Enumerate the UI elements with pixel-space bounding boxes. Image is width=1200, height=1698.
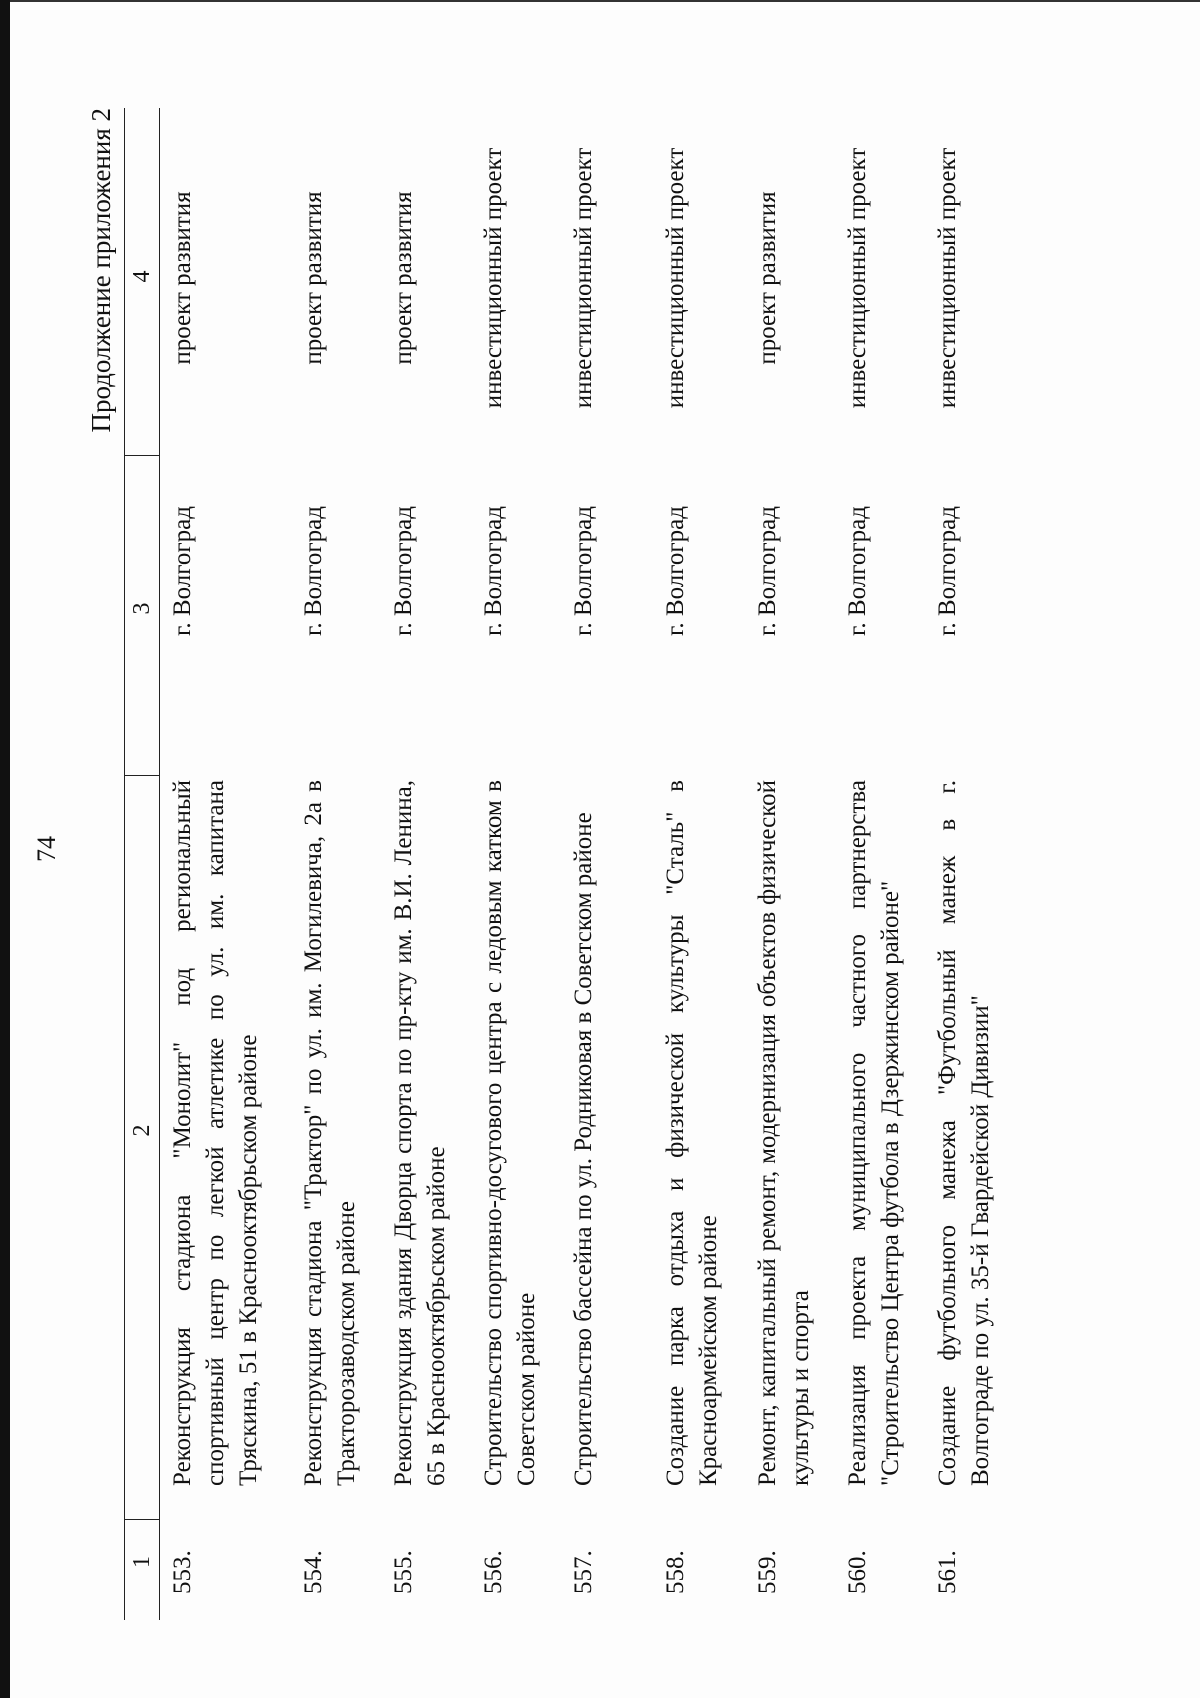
- row-description: Реконструкция здания Дворца спорта по пр-кту им. В.И. Ленина, 65 в Краснооктябрьском районе: [390, 780, 450, 1486]
- row-type: инвестиционный проект: [570, 147, 597, 409]
- row-number: 554.: [300, 1550, 327, 1594]
- row-city: г. Волгоград: [844, 506, 871, 636]
- table-row: [567, 108, 659, 1620]
- projects-table: [124, 108, 1021, 1620]
- row-city: г. Волгоград: [754, 506, 781, 636]
- table-row: [387, 108, 477, 1620]
- table-row: [659, 108, 751, 1620]
- row-type: проект развития: [169, 191, 196, 365]
- header-col-4: 4: [125, 108, 159, 456]
- table-header-row: [125, 108, 159, 1620]
- row-city: г. Волгоград: [169, 506, 196, 636]
- row-number: 558.: [662, 1550, 689, 1594]
- row-city: г. Волгоград: [570, 506, 597, 636]
- header-col-3: 3: [125, 456, 159, 776]
- header-col-2: 2: [125, 776, 159, 1520]
- row-city: г. Волгоград: [934, 506, 961, 636]
- row-number: 561.: [934, 1550, 961, 1594]
- row-number: 555.: [390, 1550, 417, 1594]
- row-number: 557.: [570, 1550, 597, 1594]
- table-row: [166, 108, 297, 1620]
- row-city: г. Волгоград: [390, 506, 417, 636]
- table-body: [160, 108, 1021, 1620]
- row-description: Создание парка отдыха и физической культуры "Сталь" в Красноармейском районе: [662, 780, 722, 1486]
- row-type: инвестиционный проект: [480, 147, 507, 409]
- row-city: г. Волгоград: [480, 506, 507, 636]
- row-number: 553.: [169, 1550, 196, 1594]
- row-description: Ремонт, капитальный ремонт, модернизация объектов физической культуры и спорта: [754, 780, 814, 1486]
- row-city: г. Волгоград: [662, 506, 689, 636]
- row-type: проект развития: [390, 191, 417, 365]
- row-number: 559.: [754, 1550, 781, 1594]
- continuation-label: Продолжение приложения 2: [86, 108, 116, 433]
- row-type: инвестиционный проект: [662, 147, 689, 409]
- row-description: Реализация проекта муниципального частного партнерства "Строительство Центра футбола в Дзержинском районе": [844, 780, 904, 1486]
- row-type: проект развития: [300, 191, 327, 365]
- row-description: Строительство спортивно-досугового центра с ледовым катком в Советском районе: [480, 780, 540, 1486]
- table-row: [751, 108, 841, 1620]
- row-number: 556.: [480, 1550, 507, 1594]
- row-type: инвестиционный проект: [844, 147, 871, 409]
- row-type: проект развития: [754, 191, 781, 365]
- row-city: г. Волгоград: [300, 506, 327, 636]
- table-row: [931, 108, 1021, 1620]
- row-description: Реконструкция стадиона "Трактор" по ул. им. Могилевича, 2а в Тракторозаводском районе: [300, 780, 360, 1486]
- table-row: [841, 108, 931, 1620]
- table-row: [297, 108, 387, 1620]
- header-col-1: 1: [129, 1556, 155, 1568]
- row-description: Строительство бассейна по ул. Родниковая в Советском районе: [570, 812, 597, 1486]
- page-number: 74: [32, 836, 61, 862]
- row-type: инвестиционный проект: [934, 147, 961, 409]
- row-description: Создание футбольного манежа "Футбольный манеж в г. Волгограде по ул. 35-й Гвардейской Дивизии": [934, 780, 994, 1486]
- row-description: Реконструкция стадиона "Монолит" под региональный спортивный центр по легкой атлетике по ул. им. капитана Тряскина, 51 в Краснооктябрьском районе: [169, 780, 262, 1486]
- row-number: 560.: [844, 1550, 871, 1594]
- table-row: [477, 108, 567, 1620]
